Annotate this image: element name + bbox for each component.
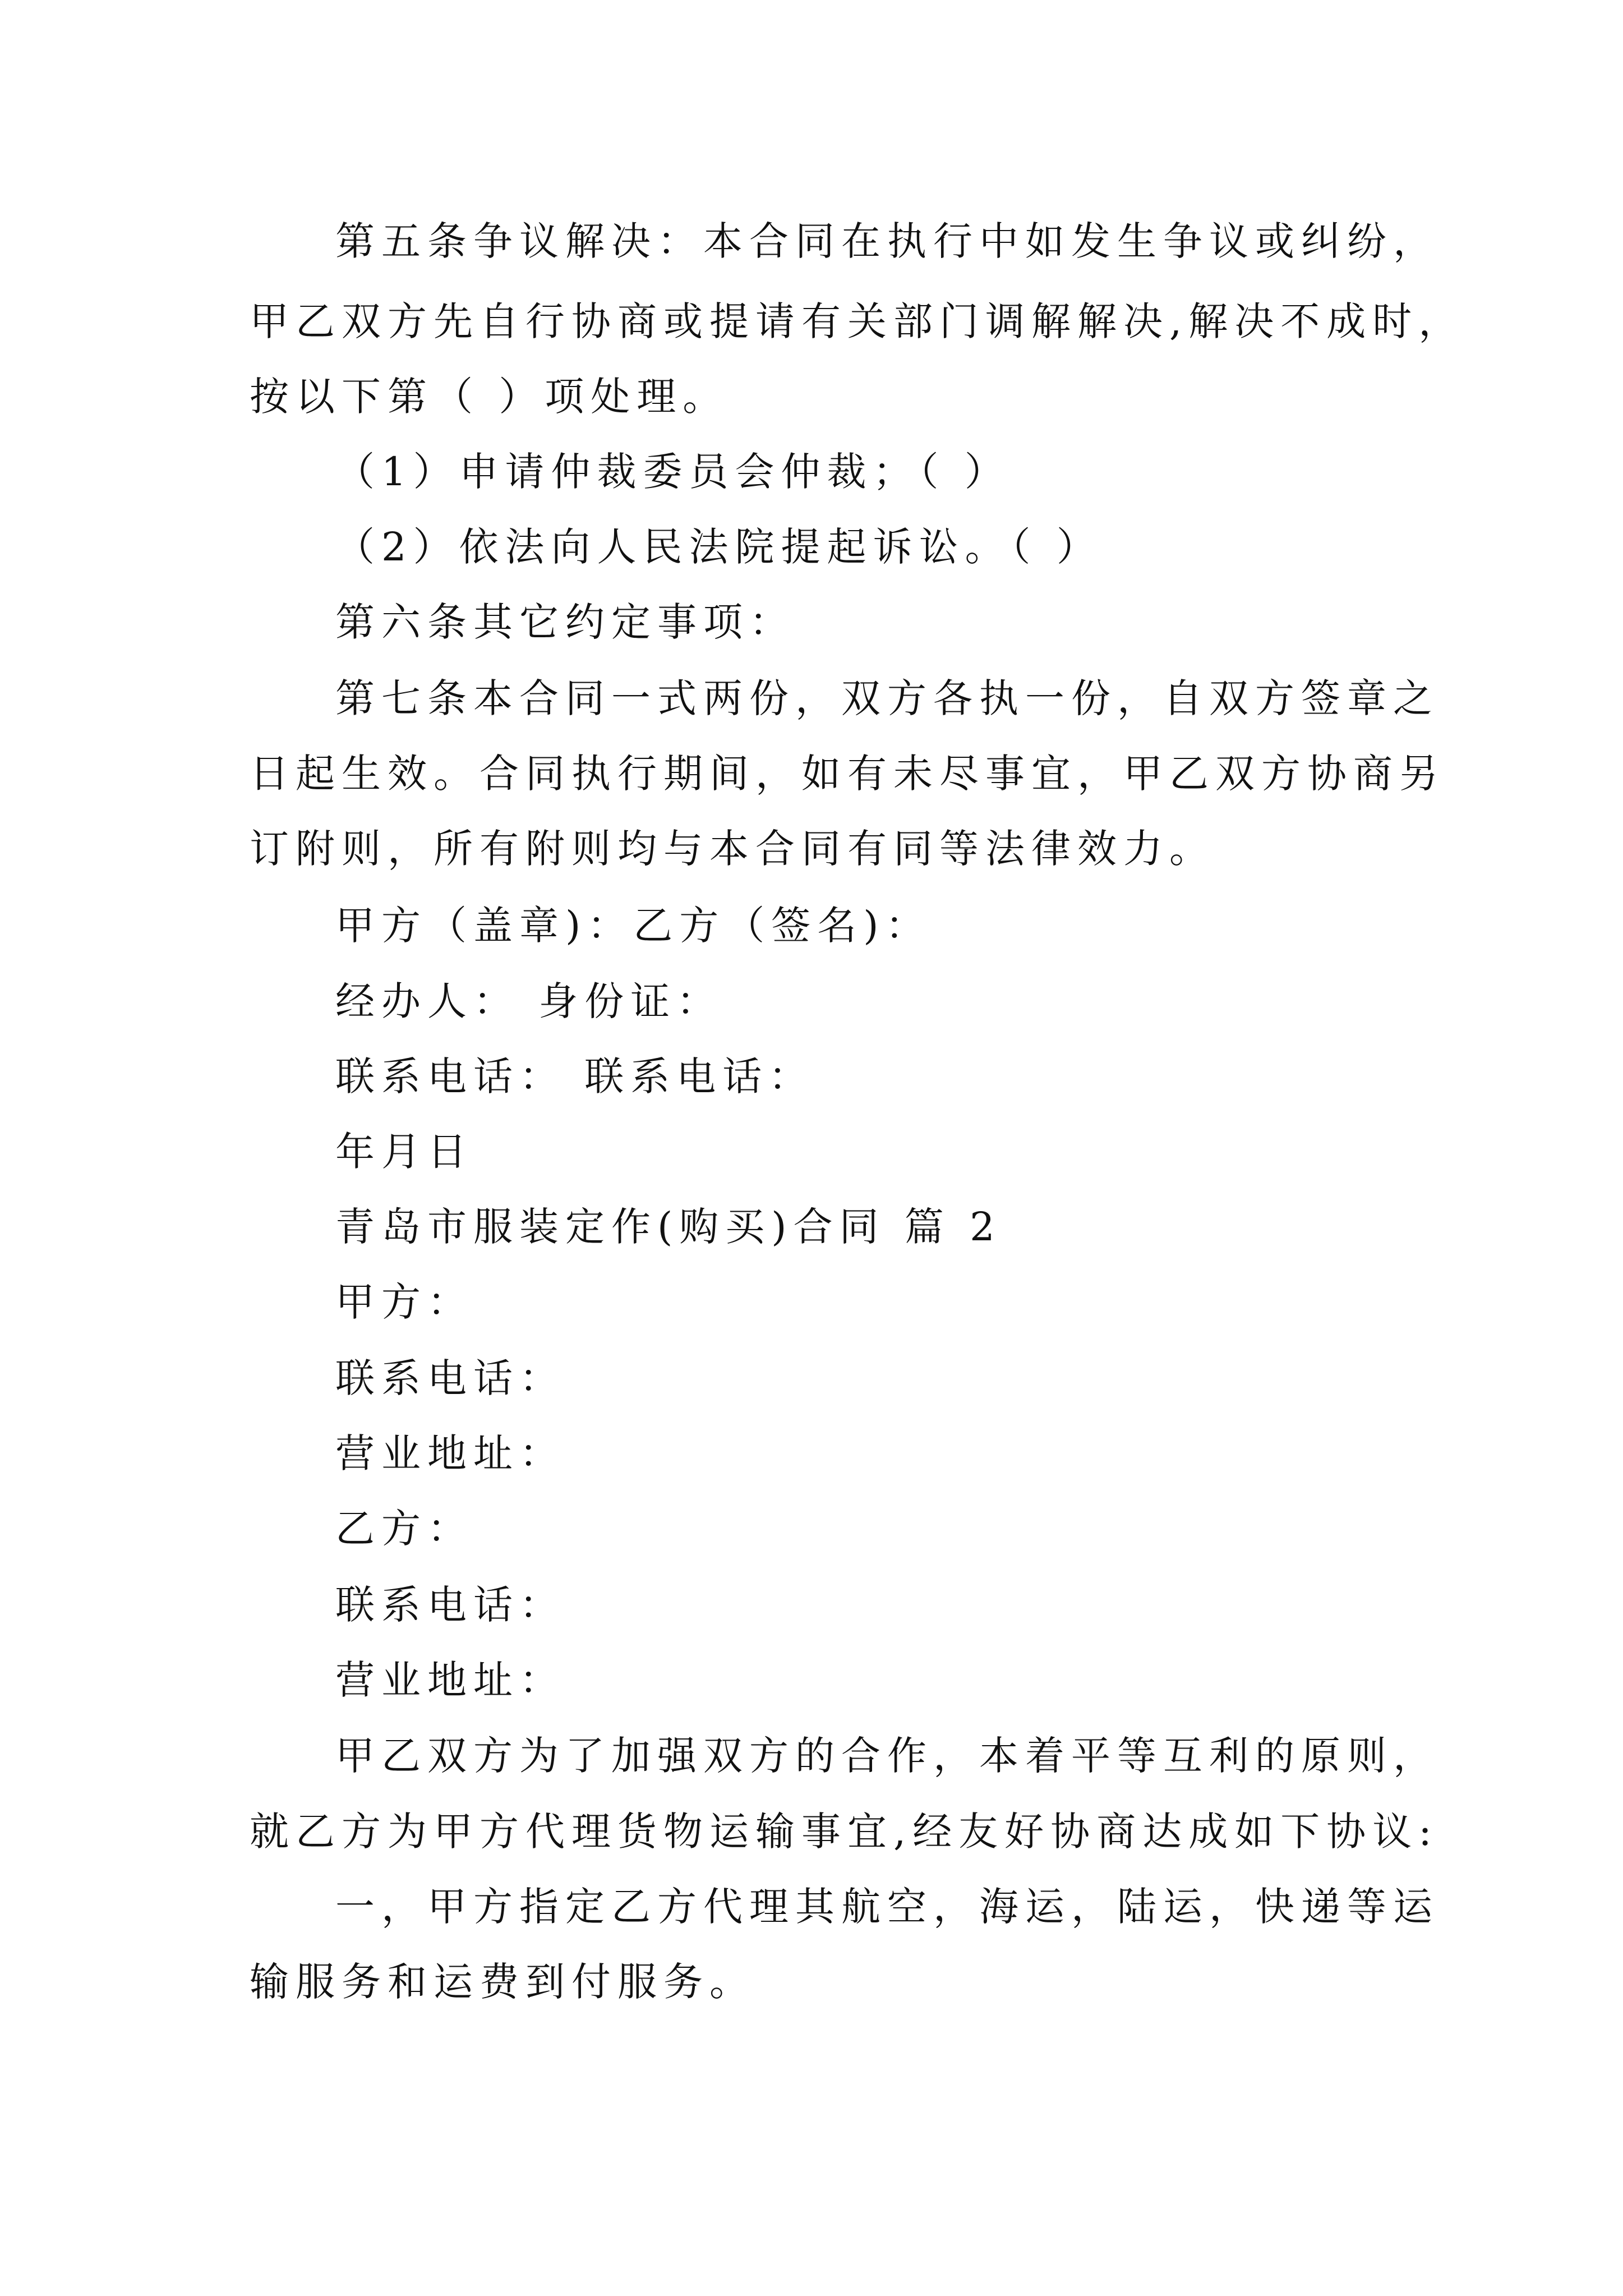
option-1-text: （1）申请仲裁委员会仲裁；（ ） (335, 449, 1011, 495)
article-5-line-1: 第五条争议解决：本合同在执行中如发生争议或纠纷， (335, 218, 1439, 264)
sign-parties-text: 甲方（盖章)：乙方（签名)： (335, 903, 932, 949)
party-b-phone-label: 联系电话： (335, 1582, 565, 1628)
option-2-text: （2）依法向人民法院提起诉讼。（ ） (335, 524, 1103, 570)
party-a-label: 甲方： (335, 1279, 473, 1325)
party-a-address-label: 营业地址： (335, 1430, 565, 1476)
article-5-line-3: 按以下第（ ）项处理。 (250, 374, 729, 420)
preamble-line-1: 甲乙双方为了加强双方的合作，本着平等互利的原则， (335, 1733, 1439, 1779)
clause-1-line-1: 一，甲方指定乙方代理其航空，海运，陆运，快递等运 (335, 1884, 1439, 1930)
party-b-address-label: 营业地址： (335, 1657, 565, 1703)
preamble-line-2: 就乙方为甲方代理货物运输事宜,经友好协商达成如下协议: (250, 1809, 1438, 1855)
party-a-phone-label: 联系电话： (335, 1355, 565, 1401)
article-7-line-1: 第七条本合同一式两份，双方各执一份，自双方签章之 (335, 675, 1439, 721)
sign-phone-text: 联系电话： 联系电话： (335, 1053, 815, 1099)
party-b-label: 乙方： (335, 1506, 473, 1552)
sign-date-text: 年月日 (335, 1129, 473, 1175)
article-5-line-2: 甲乙双方先自行协商或提请有关部门调解解决,解决不成时， (250, 298, 1465, 344)
article-7-line-2: 日起生效。合同执行期间，如有未尽事宜，甲乙双方协商另 (250, 751, 1445, 797)
sign-agent-text: 经办人： 身份证： (335, 978, 723, 1024)
clause-1-line-2: 输服务和运费到付服务。 (250, 1959, 755, 2005)
article-7-line-3: 订附则，所有附则均与本合同有同等法律效力。 (250, 826, 1215, 872)
contract-2-title: 青岛市服装定作(购买)合同 篇 2 (335, 1204, 1002, 1250)
article-6-text: 第六条其它约定事项： (335, 599, 795, 645)
